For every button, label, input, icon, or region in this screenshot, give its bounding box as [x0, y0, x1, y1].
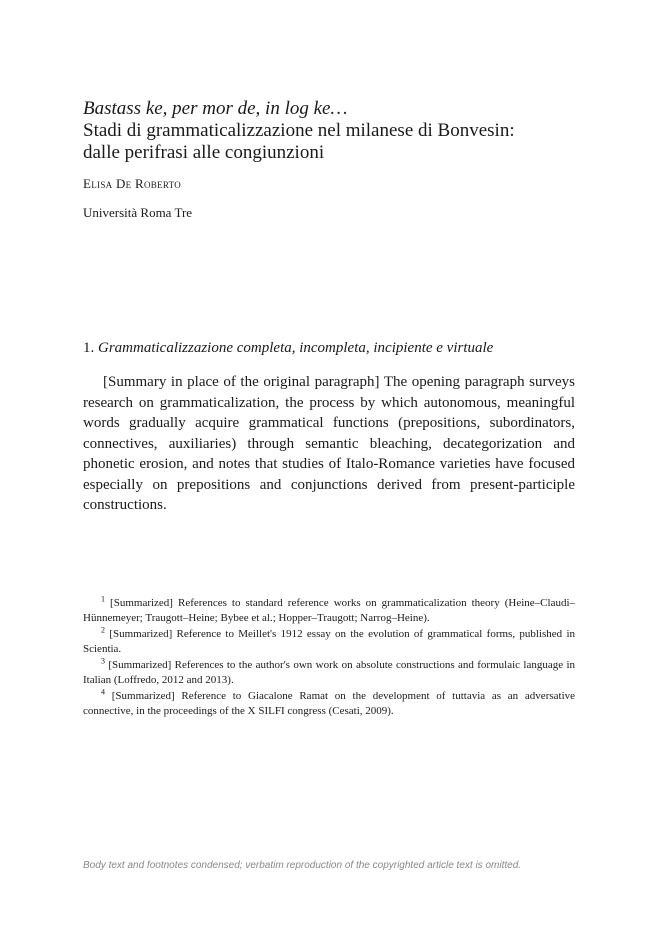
- title-line-1: Bastass ke, per mor de, in log ke…: [83, 98, 348, 119]
- title-line-3: dalle perifrasi alle congiunzioni: [83, 142, 325, 163]
- footnotes: [83, 596, 575, 720]
- author-name: Elisa De Roberto: [83, 176, 182, 191]
- footnote-text: [Summarized] References to standard reference works on grammaticalization theory (Heine–Claudi–Hünnemeyer; Traugott–Heine; Bybee et al.; Hopper–Traugott; Narrog–Heine).: [83, 597, 576, 624]
- reproduction-note: Body text and footnotes condensed; verbatim reproduction of the copyrighted article text is omitted.: [83, 860, 522, 871]
- footnote-text: [Summarized] References to the author's own work on absolute constructions and formulaic language in Italian (Loffredo, 2012 and 2013).: [83, 659, 576, 686]
- footnote: [83, 596, 575, 625]
- footnote-mark: 1: [101, 594, 105, 604]
- footnote-mark: 2: [101, 625, 105, 635]
- section-number: 1.: [83, 340, 95, 356]
- body-paragraph: [Summary in place of the original paragraph] The opening paragraph surveys research on grammaticalization, the process by which autonomous, meaningful words gradually acquire grammatical functions (prepositions, subordinators, connectives, auxiliaries) through semantic bleaching, decategorization and phonetic erosion, and notes that studies of Italo-Romance varieties have focused especially on prepositions and conjunctions derived from present-participle constructions.: [83, 374, 575, 513]
- footnote: [83, 627, 575, 656]
- title-line-2: Stadi di grammaticalizzazione nel milanese di Bonvesin:: [83, 120, 515, 141]
- section-title: Grammaticalizzazione completa, incompleta, incipiente e virtuale: [98, 340, 494, 356]
- footnote: [83, 658, 575, 687]
- article-title: [83, 98, 583, 164]
- footnote-mark: 4: [101, 687, 105, 697]
- footnote-mark: 3: [101, 656, 105, 666]
- footnote: [83, 689, 575, 718]
- footnote-text: [Summarized] Reference to Giacalone Ramat on the development of tuttavia as an adversative connective, in the proceedings of the X SILFI congress (Cesati, 2009).: [83, 690, 576, 717]
- section-heading: [83, 340, 573, 357]
- footnote-text: [Summarized] Reference to Meillet's 1912 essay on the evolution of grammatical forms, published in Scientia.: [83, 628, 575, 655]
- author-affiliation: Università Roma Tre: [83, 205, 193, 220]
